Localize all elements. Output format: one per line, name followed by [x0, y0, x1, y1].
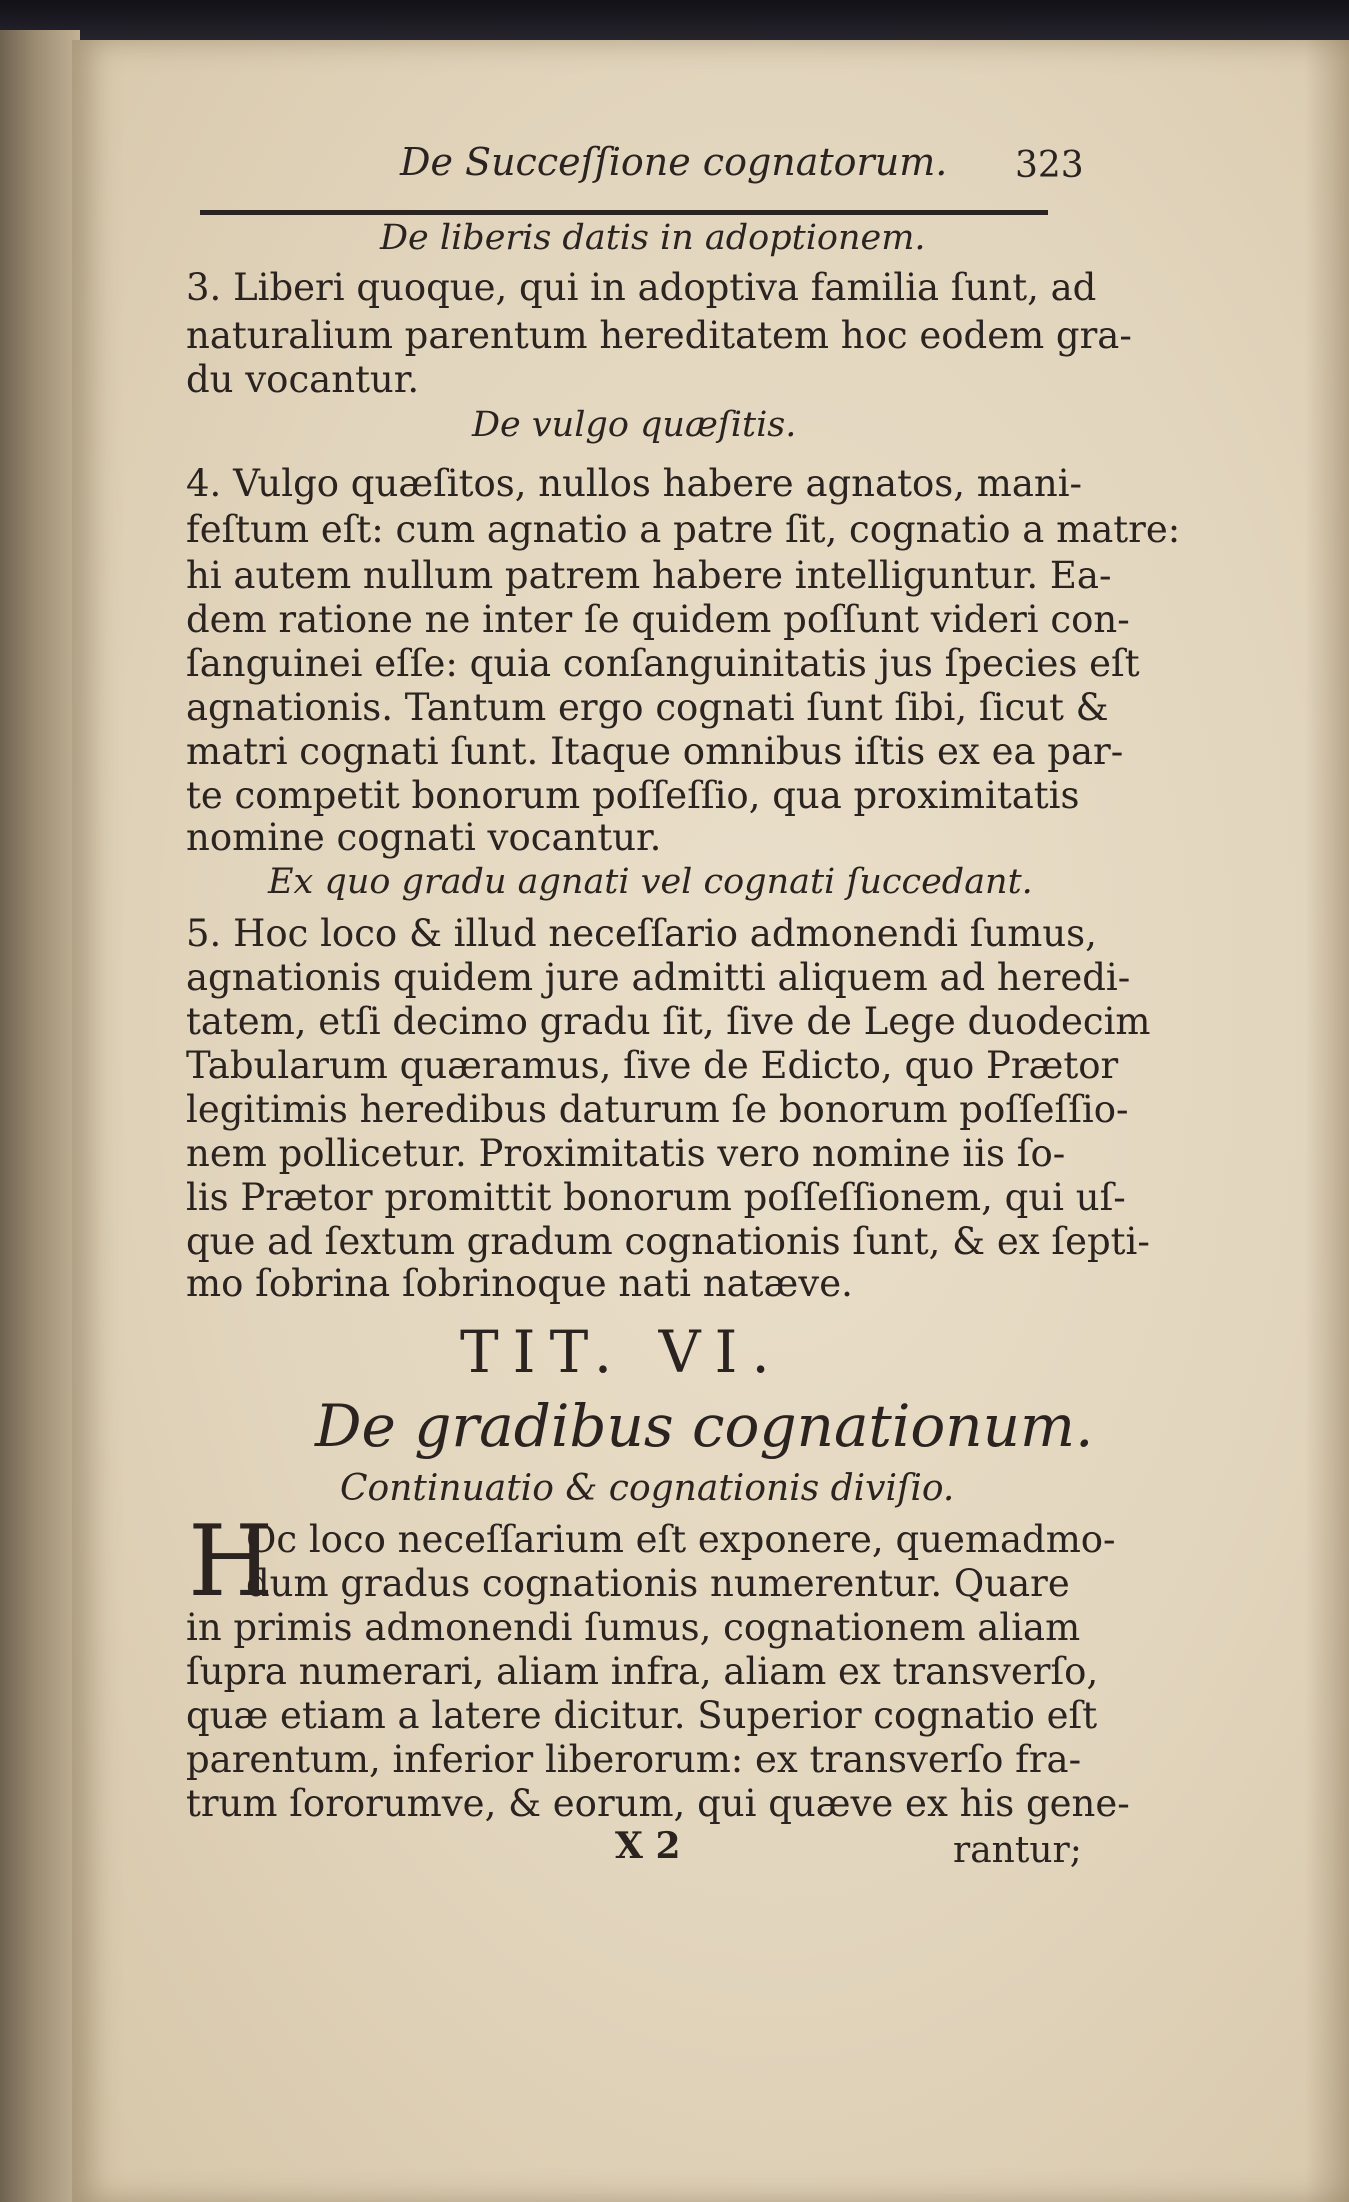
text-line: ſanguinei eſſe: quia conſanguinitatis jus ſpecies eſt — [186, 642, 1140, 685]
text-line: in primis admonendi ſumus, cognationem aliam — [186, 1606, 1081, 1649]
text-line: dum gradus cognationis numerentur. Quare — [246, 1562, 1070, 1605]
running-head-title: De Succeſſione cognatorum. — [400, 140, 948, 184]
catchword: rantur; — [953, 1830, 1082, 1871]
text-line: mo ſobrina ſobrinoque nati natæve. — [186, 1262, 853, 1305]
text-line: Oc loco neceſſarium eſt exponere, quemadmo- — [246, 1518, 1116, 1561]
title-heading: De gradibus cognationum. — [315, 1392, 1094, 1460]
section-heading-vulgo: De vulgo quæſitis. — [472, 405, 797, 445]
text-line: lis Prætor promittit bonorum poſſeſſionem, qui uſ- — [186, 1176, 1126, 1219]
text-line: tatem, etſi decimo gradu ſit, ſive de Lege duodecim — [186, 1000, 1151, 1043]
text-line: 3. Liberi quoque, qui in adoptiva familia ſunt, ad — [186, 266, 1097, 309]
text-line: 4. Vulgo quæſitos, nullos habere agnatos, mani- — [186, 462, 1083, 505]
text-line: feſtum eſt: cum agnatio a patre ſit, cognatio a matre: — [186, 508, 1181, 551]
book-gutter — [0, 30, 80, 2202]
text-line: legitimis heredibus daturum ſe bonorum poſſeſſio- — [186, 1088, 1129, 1131]
text-line: parentum, inferior liberorum: ex transverſo fra- — [186, 1738, 1082, 1781]
text-line: naturalium parentum hereditatem hoc eodem gra- — [186, 314, 1132, 357]
text-line: nem pollicetur. Proximitatis vero nomine iis ſo- — [186, 1132, 1066, 1175]
text-line: hi autem nullum patrem habere intelliguntur. Ea- — [186, 554, 1112, 597]
text-line: nomine cognati vocantur. — [186, 816, 662, 859]
text-line: du vocantur. — [186, 358, 420, 401]
header-rule — [200, 210, 1048, 215]
text-line: ſupra numerari, aliam infra, aliam ex transverſo, — [186, 1650, 1099, 1693]
text-line: quæ etiam a latere dicitur. Superior cognatio eſt — [186, 1694, 1098, 1737]
continuation-heading: Continuatio & cognationis diviſio. — [340, 1468, 955, 1509]
text-line: agnationis. Tantum ergo cognati ſunt ſibi, ſicut & — [186, 686, 1109, 729]
page-number: 323 — [1015, 145, 1084, 186]
page-edge-shadow — [1305, 40, 1349, 2202]
text-line: matri cognati ſunt. Itaque omnibus iſtis ex ea par- — [186, 730, 1124, 773]
text-line: te competit bonorum poſſeſſio, qua proximitatis — [186, 774, 1080, 817]
text-line: que ad ſextum gradum cognationis ſunt, & ex ſepti- — [186, 1220, 1150, 1263]
drop-cap: H — [188, 1505, 274, 1619]
text-line: Tabularum quæramus, ſive de Edicto, quo Prætor — [186, 1044, 1119, 1087]
text-line: 5. Hoc loco & illud neceſſario admonendi ſumus, — [186, 912, 1097, 955]
text-line: agnationis quidem jure admitti aliquem ad heredi- — [186, 956, 1131, 999]
text-line: trum ſororumve, & eorum, qui quæve ex his gene- — [186, 1782, 1130, 1825]
signature-mark: X 2 — [615, 1825, 681, 1867]
section-heading-adoption: De liberis datis in adoptionem. — [380, 218, 926, 258]
title-number: TIT. VI. — [460, 1318, 784, 1386]
text-line: dem ratione ne inter ſe quidem poſſunt videri con- — [186, 598, 1130, 641]
section-heading-gradu: Ex quo gradu agnati vel cognati ſuccedant. — [268, 862, 1033, 902]
